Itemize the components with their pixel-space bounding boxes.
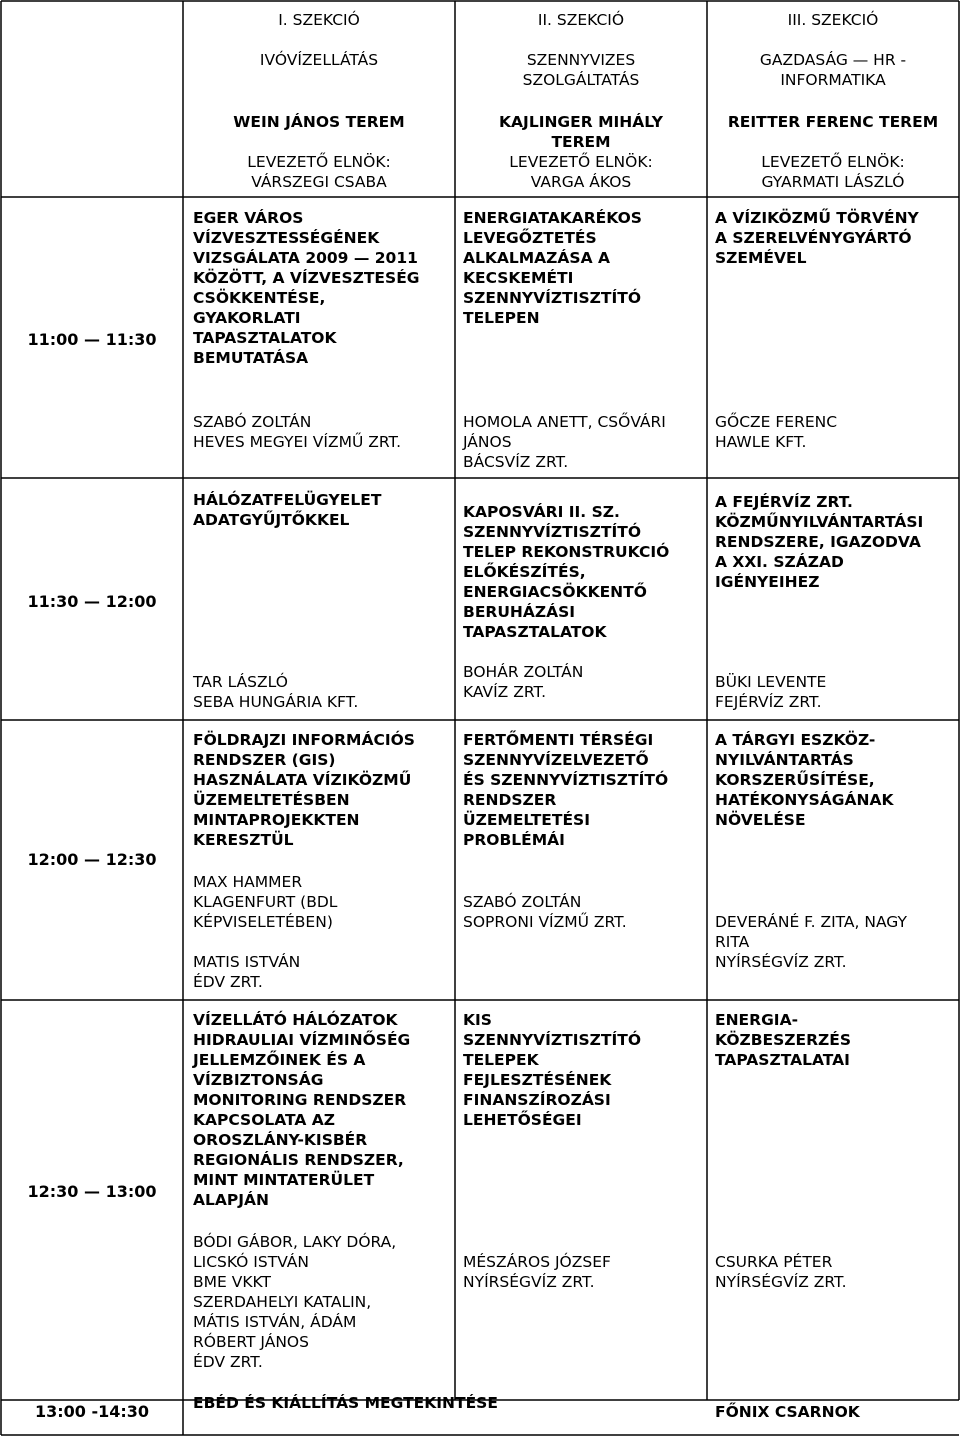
section-1-chair: VÁRSZEGI CSABA xyxy=(251,173,387,191)
talk-speaker: DEVERÁNÉ F. ZITA, NAGY RITA NYÍRSÉGVÍZ ZRT. xyxy=(715,913,908,971)
talk-speaker: SZABÓ ZOLTÁN SOPRONI VÍZMŰ ZRT. xyxy=(463,893,627,931)
talk-title: FERTŐMENTI TÉRSÉGI SZENNYVÍZELVEZETŐ ÉS SZENNYVÍZTISZTÍTÓ RENDSZER ÜZEMELTETÉSI PROBLÉMÁI xyxy=(463,731,669,849)
section-1-name: I. SZEKCIÓ xyxy=(278,11,360,29)
talk-speaker: BÓDI GÁBOR, LAKY DÓRA, LICSKÓ ISTVÁN BME VKKT SZERDAHELYI KATALIN, MÁTIS ISTVÁN, ÁDÁM RÓBERT JÁNOS ÉDV ZRT. xyxy=(193,1233,397,1371)
talk-speaker: GŐCZE FERENC HAWLE KFT. xyxy=(715,413,838,451)
talk-title: VÍZELLÁTÓ HÁLÓZATOK HIDRAULIAI VÍZMINŐSÉG JELLEMZŐINEK ÉS A VÍZBIZTONSÁG MONITORING RENDSZER KAPCSOLATA AZ OROSZLÁNY-KISBÉR REGIONÁLIS RENDSZER, MINT MINTATERÜLET ALAPJÁN xyxy=(193,1011,411,1209)
talk-speaker: MAX HAMMER KLAGENFURT (BDL KÉPVISELETÉBEN) xyxy=(193,873,338,931)
talk-speaker-2: MATIS ISTVÁN ÉDV ZRT. xyxy=(193,953,301,991)
talk-title: A TÁRGYI ESZKÖZ- NYILVÁNTARTÁS KORSZERŰSÍTÉSE, HATÉKONYSÁGÁNAK NÖVELÉSE xyxy=(715,731,894,829)
section-2-chair: VARGA ÁKOS xyxy=(530,173,632,191)
section-3-theme-line1: GAZDASÁG — HR - xyxy=(759,51,907,69)
talk-speaker: BOHÁR ZOLTÁN KAVÍZ ZRT. xyxy=(463,663,584,701)
talk-speaker: CSURKA PÉTER NYÍRSÉGVÍZ ZRT. xyxy=(715,1253,847,1291)
talk-speaker: TAR LÁSZLÓ SEBA HUNGÁRIA KFT. xyxy=(193,673,359,711)
talk-title: A FEJÉRVÍZ ZRT. KÖZMŰNYILVÁNTARTÁSI RENDSZERE, IGAZODVA A XXI. SZÁZAD IGÉNYEIHEZ xyxy=(715,493,924,591)
section-3-chair-label: LEVEZETŐ ELNÖK: xyxy=(761,153,905,171)
section-2-name: II. SZEKCIÓ xyxy=(537,11,625,29)
section-3-theme-line2: INFORMATIKA xyxy=(780,71,886,89)
time-slot-3: 12:00 — 12:30 xyxy=(27,850,157,869)
section-1-chair-label: LEVEZETŐ ELNÖK: xyxy=(247,153,391,171)
section-2-theme-line1: SZENNYVIZES xyxy=(526,51,636,69)
lunch-place: FŐNIX CSARNOK xyxy=(715,1403,860,1421)
talk-title: A VÍZIKÖZMŰ TÖRVÉNY A SZERELVÉNYGYÁRTÓ SZEMÉVEL xyxy=(715,209,919,267)
talk-title: HÁLÓZATFELÜGYELET ADATGYŰJTŐKKEL xyxy=(193,491,382,529)
section-2-chair-label: LEVEZETŐ ELNÖK: xyxy=(509,153,653,171)
time-slot-2: 11:30 — 12:00 xyxy=(27,592,157,611)
section-3-room: REITTER FERENC TEREM xyxy=(727,113,939,131)
lunch-event: EBÉD ÉS KIÁLLÍTÁS MEGTEKINTÉSE xyxy=(193,1394,498,1412)
talk-title: KAPOSVÁRI II. SZ. SZENNYVÍZTISZTÍTÓ TELEP REKONSTRUKCIÓ ELŐKÉSZÍTÉS, ENERGIACSÖKKENTŐ BERUHÁZÁSI TAPASZTALATOK xyxy=(463,503,670,641)
time-slot-1: 11:00 — 11:30 xyxy=(27,330,157,349)
section-1-room: WEIN JÁNOS TEREM xyxy=(233,113,405,131)
time-slot-lunch: 13:00 -14:30 xyxy=(34,1402,150,1421)
talk-speaker: SZABÓ ZOLTÁN HEVES MEGYEI VÍZMŰ ZRT. xyxy=(193,413,402,451)
talk-title: ENERGIA- KÖZBESZERZÉS TAPASZTALATAI xyxy=(715,1011,852,1069)
talk-speaker: HOMOLA ANETT, CSŐVÁRI JÁNOS BÁCSVÍZ ZRT. xyxy=(463,413,666,471)
talk-title: KIS SZENNYVÍZTISZTÍTÓ TELEPEK FEJLESZTÉSÉNEK FINANSZÍROZÁSI LEHETŐSÉGEI xyxy=(463,1011,641,1129)
section-2-room-line2: TEREM xyxy=(551,133,611,151)
time-slot-4: 12:30 — 13:00 xyxy=(27,1182,157,1201)
section-2-room-line1: KAJLINGER MIHÁLY xyxy=(499,113,663,131)
talk-speaker: MÉSZÁROS JÓZSEF NYÍRSÉGVÍZ ZRT. xyxy=(463,1253,611,1291)
section-3-chair: GYARMATI LÁSZLÓ xyxy=(761,173,905,191)
talk-title: EGER VÁROS VÍZVESZTESSÉGÉNEK VIZSGÁLATA 2009 — 2011 KÖZÖTT, A VÍZVESZTESÉG CSÖKKENTÉSE, GYAKORLATI TAPASZTALATOK BEMUTATÁSA xyxy=(193,209,420,367)
section-1-theme: IVÓVÍZELLÁTÁS xyxy=(259,51,379,69)
talk-speaker: BÜKI LEVENTE FEJÉRVÍZ ZRT. xyxy=(715,673,827,711)
talk-title: FÖLDRAJZI INFORMÁCIÓS RENDSZER (GIS) HASZNÁLATA VÍZIKÖZMŰ ÜZEMELTETÉSBEN MINTAPROJEKKTEN KERESZTÜL xyxy=(193,731,415,849)
section-3-name: III. SZEKCIÓ xyxy=(787,11,879,29)
talk-title: ENERGIATAKARÉKOS LEVEGŐZTETÉS ALKALMAZÁSA A KECSKEMÉTI SZENNYVÍZTISZTÍTÓ TELEPEN xyxy=(463,209,642,327)
section-2-theme-line2: SZOLGÁLTATÁS xyxy=(522,71,640,89)
